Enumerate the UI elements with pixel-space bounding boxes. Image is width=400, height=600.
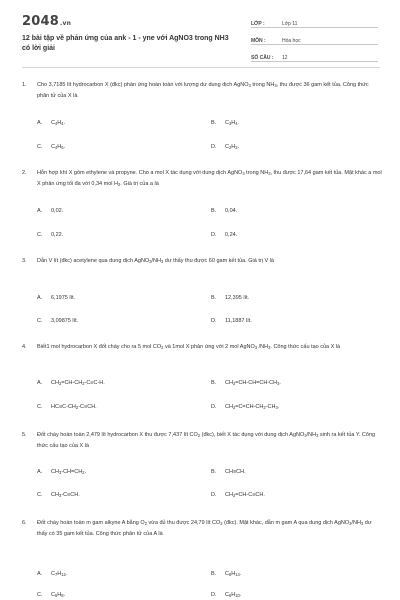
- option-text: $C_3H_4$.: [225, 120, 240, 126]
- meta-row-subject: [251, 30, 378, 45]
- option-d[interactable]: [211, 404, 279, 410]
- option-label: C.: [37, 144, 43, 150]
- question-1: [22, 80, 382, 102]
- option-label: A.: [37, 295, 43, 301]
- meta-value: 12: [282, 55, 288, 61]
- option-label: C.: [37, 404, 43, 410]
- option-label: A.: [37, 380, 43, 386]
- option-label: A.: [37, 469, 43, 475]
- option-text: $CH_3-CH=CH_2$.: [51, 469, 87, 475]
- question-6: [22, 518, 382, 540]
- option-text: 0,02.: [51, 208, 64, 214]
- option-text: $CH_2=CH-C\equiv CH$.: [225, 492, 265, 498]
- option-label: C.: [37, 318, 43, 324]
- question-text: Dẫn V lít (đkc) acetylene qua dung dịch $AgNO_3/NH_3$ dư thấy thu được 60 gam kết tủa. Giá trị V là: [37, 258, 274, 264]
- question-number: 4.: [22, 344, 27, 350]
- question-text: Biết1 mol hydrocarbon X đốt cháy cho ra 5 mol $CO_2$ và 1mol X phản ứng với 2 mol AgNO$_3$ $/NH_3$. Công thức cấu tạo của X là: [37, 344, 341, 350]
- option-c[interactable]: [37, 404, 97, 410]
- option-text: $C_4H_4$.: [51, 120, 66, 126]
- option-label: B.: [211, 469, 217, 475]
- meta-key: MÔN :: [251, 38, 266, 44]
- question-text: Đốt cháy hoàn toàn m gam alkyne A bằng $O_2$ vừa đủ thu được 24,79 lít $CO_2$ (đkc). Mặt khác, dẫn m gam A qua dung dịch $AgNO_3/NH_3$ dư thấy có 35 gam kết tủa. Công thức phân tử của A là: [37, 520, 372, 537]
- option-a[interactable]: [37, 120, 65, 126]
- question-text: Đốt cháy hoàn toàn 2,479 lít hydrocarbon X thu được 7,437 lít $CO_2$ (đkc), biết X tác dụng với dung dịch $AgNO_3/NH_3$ sinh ra kết tủa Y. Công thức cấu tạo của X là: [37, 432, 376, 449]
- meta-row-question-count: [251, 47, 378, 62]
- option-c[interactable]: [37, 318, 78, 324]
- option-label: B.: [211, 295, 217, 301]
- question-number: 2.: [22, 170, 27, 176]
- option-c[interactable]: [37, 144, 65, 150]
- option-text: 0,04.: [225, 208, 238, 214]
- option-text: 0,24.: [225, 232, 238, 238]
- meta-key: LỚP :: [251, 21, 265, 27]
- option-a[interactable]: [37, 295, 75, 301]
- option-label: D.: [211, 144, 217, 150]
- worksheet-title: 12 bài tập về phản ứng của ank - 1 - yne với AgNO3 trong NH3 có lời giải: [22, 35, 229, 52]
- question-5: [22, 430, 382, 452]
- question-number: 3.: [22, 258, 27, 264]
- option-b[interactable]: [211, 120, 239, 126]
- option-text: $CH_3-C\equiv CH$.: [51, 492, 80, 498]
- option-label: B.: [211, 208, 217, 214]
- option-label: A.: [37, 120, 43, 126]
- option-text: $C_5H_8$.: [51, 592, 66, 598]
- option-d[interactable]: [211, 492, 265, 498]
- option-text: $CH_2=CH-CH_2-C\equiv C-H$.: [51, 380, 105, 386]
- question-text: Cho 3,7185 lít hydrocarbon X (đkc) phản ứng hoàn toàn với lượng dư dung dịch AgNO$_3$ trong $NH_3$, thu được 36 gam kết tủa. Công thức phân tử của X là: [37, 82, 369, 99]
- option-label: B.: [211, 571, 217, 577]
- option-text: $C_4H_6$.: [51, 144, 66, 150]
- option-label: D.: [211, 318, 217, 324]
- option-text: $C_8H_{14}$.: [225, 571, 242, 577]
- meta-value: Hóa học: [282, 38, 301, 44]
- option-label: D.: [211, 404, 217, 410]
- option-label: D.: [211, 232, 217, 238]
- option-text: 0,22.: [51, 232, 64, 238]
- option-b[interactable]: [211, 295, 249, 301]
- option-b[interactable]: [211, 380, 281, 386]
- meta-info: [251, 13, 378, 64]
- option-a[interactable]: [37, 208, 63, 214]
- option-label: C.: [37, 492, 43, 498]
- option-label: B.: [211, 380, 217, 386]
- option-c[interactable]: [37, 492, 80, 498]
- question-number: 5.: [22, 432, 27, 438]
- question-text: Hỗn hợp khí X gồm ethylene và propyne. Cho a mol X tác dụng với dung dịch AgNO$_3$ trong $NH_3$, thu được 17,64 gam kết tủa. Mặt khác a mol X phản ứng tối đa với 0,34 mol $H_2$. Giá trị của a là: [37, 170, 382, 187]
- option-text: 11,1887 lít.: [225, 318, 252, 324]
- option-label: A.: [37, 208, 43, 214]
- option-a[interactable]: [37, 469, 86, 475]
- option-b[interactable]: [211, 571, 241, 577]
- option-b[interactable]: [211, 469, 246, 475]
- option-c[interactable]: [37, 592, 65, 598]
- option-label: C.: [37, 232, 43, 238]
- option-d[interactable]: [211, 318, 252, 324]
- option-label: B.: [211, 120, 217, 126]
- option-text: 12,395 lít.: [225, 295, 250, 301]
- question-3: [22, 256, 382, 267]
- question-4: [22, 342, 382, 353]
- meta-key: SỐ CÂU :: [251, 55, 274, 61]
- option-label: D.: [211, 592, 217, 598]
- logo-text: 2048: [22, 14, 59, 29]
- option-text: $C_6H_{10}$.: [225, 592, 242, 598]
- option-text: $HC\equiv C-CH_2-C\equiv CH$.: [51, 404, 97, 410]
- option-text: 3,09875 lít.: [51, 318, 79, 324]
- option-text: $C_7H_{12}$.: [51, 571, 68, 577]
- option-label: A.: [37, 571, 43, 577]
- logo-suffix: .vn: [59, 20, 72, 27]
- option-text: $CH_2=CH-CH=CH-CH_3$.: [225, 380, 281, 386]
- option-text: CH≡CH.: [225, 469, 246, 475]
- option-d[interactable]: [211, 232, 237, 238]
- option-d[interactable]: [211, 144, 239, 150]
- option-b[interactable]: [211, 208, 237, 214]
- option-label: C.: [37, 592, 43, 598]
- header-divider: [22, 67, 380, 68]
- question-2: [22, 168, 382, 190]
- option-d[interactable]: [211, 592, 241, 598]
- option-label: D.: [211, 492, 217, 498]
- question-number: 1.: [22, 82, 27, 88]
- option-text: 6,1975 lít.: [51, 295, 76, 301]
- site-logo[interactable]: [22, 14, 71, 29]
- option-a[interactable]: [37, 571, 67, 577]
- meta-row-grade: [251, 13, 378, 28]
- question-number: 6.: [22, 520, 27, 526]
- meta-value: Lớp 11: [282, 21, 298, 27]
- option-text: $CH_2=C=CH-CH_2-CH_3$.: [225, 404, 280, 410]
- option-c[interactable]: [37, 232, 63, 238]
- option-a[interactable]: [37, 380, 105, 386]
- option-text: $C_2H_2$.: [225, 144, 240, 150]
